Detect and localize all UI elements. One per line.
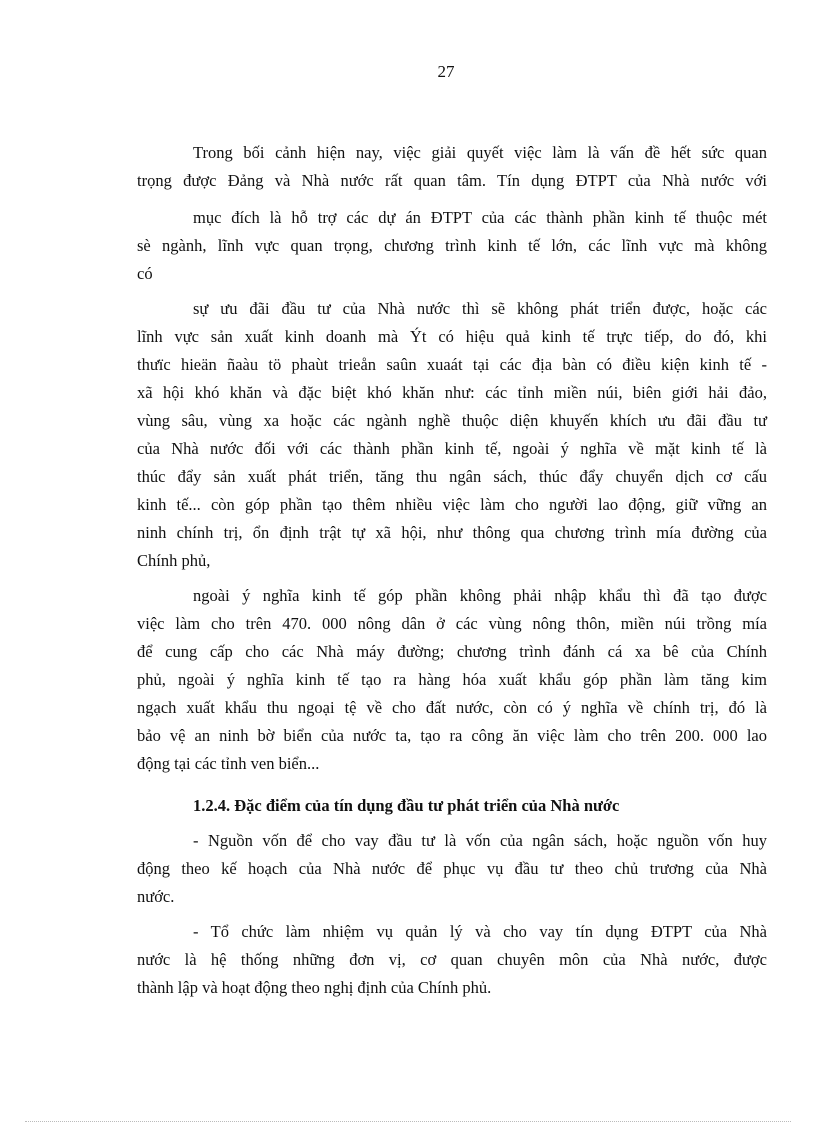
text-line: lĩnh vực sản xuất kinh doanh mà Ýt có hiệu quả kinh tế trực tiếp, do đó, khi	[137, 327, 767, 346]
text-line: nước là hệ thống những đơn vị, cơ quan chuyên môn của Nhà nước, được	[137, 950, 767, 969]
text-line: mục đích là hỗ trợ các dự án ĐTPT của các thành phần kinh tế thuộc mét	[193, 208, 767, 227]
page-number: 27	[437, 62, 455, 81]
text-line: - Nguồn vốn để cho vay đầu tư là vốn của ngân sách, hoặc nguồn vốn huy	[193, 831, 767, 850]
text-line: động tại các tỉnh ven biển...	[137, 754, 320, 773]
text-line: nước.	[137, 887, 175, 906]
footer-rule	[25, 1121, 791, 1122]
text-line: ngoài ý nghĩa kinh tế góp phần không phải nhập khẩu thì đã tạo được	[193, 586, 767, 605]
text-line: sự ưu đãi đầu tư của Nhà nước thì sẽ không phát triển được, hoặc các	[193, 299, 767, 318]
text-line: Chính phủ,	[137, 551, 211, 570]
text-line: sè ngành, lĩnh vực quan trọng, chương trình kinh tế lớn, các lĩnh vực mà không	[137, 236, 767, 255]
text-line: thúc đẩy sản xuất phát triển, tăng thu ngân sách, thúc đẩy chuyển dịch cơ cấu	[137, 467, 767, 486]
text-line: kinh tế... còn góp phần tạo thêm nhiều việc làm cho người lao động, giữ vững an	[137, 495, 767, 514]
text-line: trọng được Đảng và Nhà nước rất quan tâm. Tín dụng ĐTPT của Nhà nước với	[137, 171, 767, 190]
text-line: ninh chính trị, ổn định trật tự xã hội, như thông qua chương trình mía đường của	[137, 523, 767, 542]
text-line: vùng sâu, vùng xa hoặc các ngành nghề thuộc diện khuyến khích ưu đãi đầu tư	[137, 411, 767, 430]
text-line: - Tổ chức làm nhiệm vụ quản lý và cho vay tín dụng ĐTPT của Nhà	[193, 922, 767, 941]
text-line: động theo kế hoạch của Nhà nước để phục vụ đầu tư theo chủ trương của Nhà	[137, 859, 767, 878]
text-line: của Nhà nước đối với các thành phần kinh tế, ngoài ý nghĩa về mặt kinh tế là	[137, 439, 767, 458]
text-line: thành lập và hoạt động theo nghị định của Chính phủ.	[137, 978, 492, 997]
text-line: bảo vệ an ninh bờ biển của nước ta, tạo ra công ăn việc làm cho trên 200. 000 lao	[137, 726, 767, 745]
text-line: thưïc hieän ñaàu tö phaùt trieån saûn xuaát tại các địa bàn có điều kiện kinh tế -	[137, 355, 767, 374]
text-line: có	[137, 264, 153, 283]
text-line: xã hội khó khăn và đặc biệt khó khăn như: các tỉnh miền núi, biên giới hải đảo,	[137, 383, 767, 402]
text-line: để cung cấp cho các Nhà máy đường; chương trình đánh cá xa bê của Chính	[137, 642, 767, 661]
text-line: ngạch xuất khẩu thu ngoại tệ về cho đất nước, còn có ý nghĩa về chính trị, đó là	[137, 698, 767, 717]
text-line: phủ, ngoài ý nghĩa kinh tế tạo ra hàng hóa xuất khẩu góp phần làm tăng kim	[137, 670, 767, 689]
text-line: việc làm cho trên 470. 000 nông dân ở các vùng nông thôn, miền núi trồng mía	[137, 614, 767, 633]
section-heading: 1.2.4. Đặc điểm của tín dụng đầu tư phát triển của Nhà nước	[193, 796, 620, 815]
text-line: Trong bối cảnh hiện nay, việc giải quyết việc làm là vấn đề hết sức quan	[193, 143, 767, 162]
